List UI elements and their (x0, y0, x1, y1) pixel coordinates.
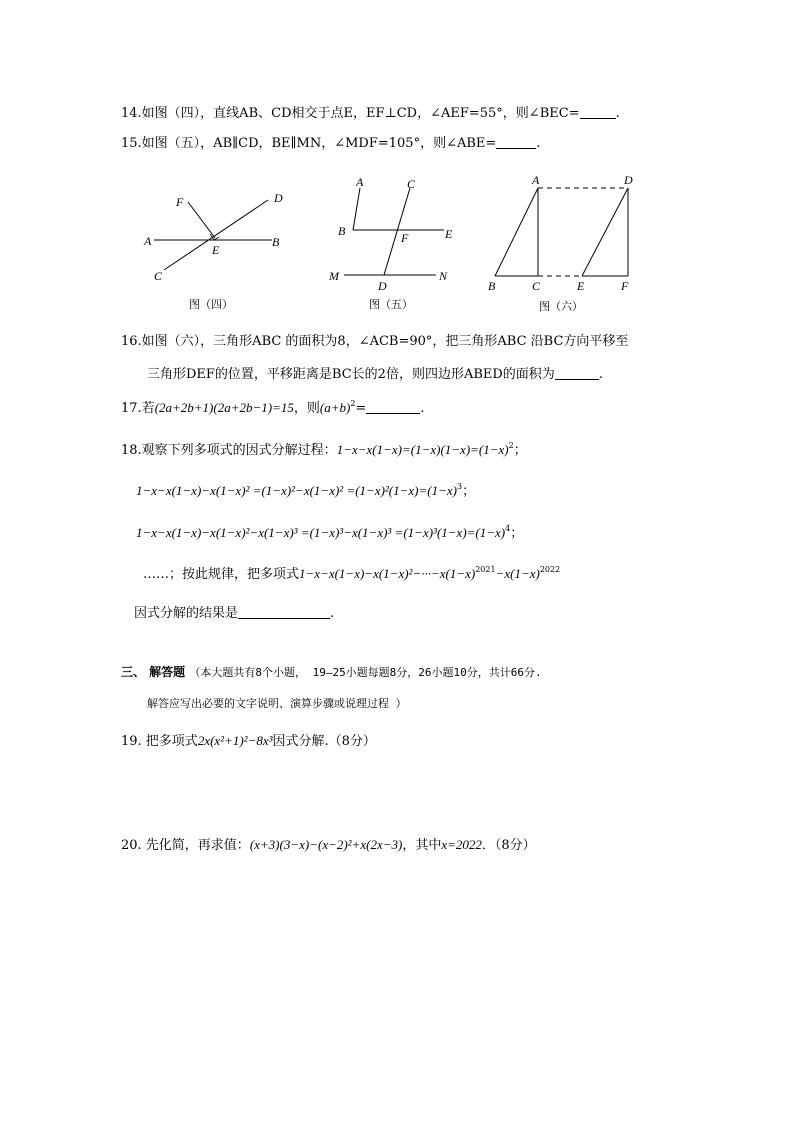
question-16-line2: 三角形DEF的位置，平移距离是BC长的2倍，则四边形ABED的面积为 . (147, 367, 603, 382)
fig5-label-B: B (338, 224, 346, 238)
q19-expression: 2x(x²+1)²−8x³ (197, 733, 273, 748)
fig6-label-A: A (532, 173, 540, 187)
fig5-label-C: C (407, 177, 416, 191)
question-16-line1: 16.如图（六），三角形ABC 的面积为8，∠ACB=90°，把三角形ABC 沿BC方向平移至 (121, 334, 629, 349)
figure-6 (484, 170, 644, 315)
figure-5 (324, 174, 464, 314)
fig5-label-D: D (378, 279, 387, 293)
fig4-caption: 图（四） (189, 298, 233, 311)
question-18-step3: $1-x-x(1-x)-x(1-x)^2-x(1-x)^3 =(1-x)^3-x(1-x)^3 =(1-x)^3(1-x)=(1-x)^4$； (136, 524, 524, 541)
section-3-header (121, 663, 542, 682)
fig4-label-B: B (272, 235, 280, 249)
fig6-label-E: E (577, 279, 585, 293)
question-15-text: 15.如图（五），AB∥CD，BE∥MN，∠MDF=105°，则∠ABE= (121, 136, 497, 151)
fig5-label-M: M (329, 269, 339, 283)
fig4-label-D: D (274, 191, 283, 205)
answer-blank-16[interactable] (555, 365, 599, 380)
question-18-rule: ……；按此规律，把多项式$1-x-x(1-x)-x(1-x)^2-\cdot\cdot\cdot-x(1-x)^{2021}-x(1-x)^{2022}$ (143, 565, 561, 582)
figure-4 (140, 182, 310, 317)
fig6-label-C: C (532, 279, 541, 293)
q17-expression: (2a+2b+1)(2a+2b−1)=15 (154, 400, 294, 415)
fig5-label-E: E (445, 227, 453, 241)
fig5-label-F: F (401, 231, 409, 245)
fig6-caption: 图（六） (539, 300, 583, 313)
fig4-label-C: C (154, 269, 163, 283)
question-20: 20. 先化简，再求值：(x+3)(3−x)−(x−2)²+x(2x−3)，其中x=2022．（8分） (121, 837, 536, 853)
section-3-note2: 解答应写出必要的文字说明、演算步骤或说理过程 ） (147, 697, 407, 710)
answer-blank-17[interactable] (366, 399, 420, 414)
fig5-label-A: A (356, 175, 364, 189)
question-14-text: 14.如图（四），直线AB、CD相交于点E，EF⊥CD，∠AEF=55°，则∠BEC= (121, 106, 580, 121)
question-14: 14.如图（四），直线AB、CD相交于点E，EF⊥CD，∠AEF=55°，则∠BEC= . (121, 106, 620, 121)
question-17: 17.若(2a+2b+1)(2a+2b−1)=15，则$(a+b)^2=$ . (121, 399, 425, 416)
question-18-intro: 18.观察下列多项式的因式分解过程：$1-x-x(1-x)=(1-x)(1-x)=(1-x)^2$； (121, 441, 527, 458)
q20-expression: (x+3)(3−x)−(x−2)²+x(2x−3) (249, 837, 403, 852)
question-18-result: 因式分解的结果是 . (134, 606, 335, 621)
fig4-label-A: A (144, 234, 152, 248)
question-19: 19. 把多项式2x(x²+1)²−8x³因式分解.（8分） (121, 733, 376, 749)
fig6-label-B: B (488, 279, 496, 293)
section-3-note: （本大题共有8个小题， 19—25小题每题8分，26小题10分，共计66分. (189, 666, 542, 679)
answer-blank-15[interactable] (496, 134, 536, 149)
answer-blank-14[interactable] (580, 104, 616, 119)
fig6-label-D: D (624, 173, 633, 187)
fig4-label-F: F (176, 195, 184, 209)
question-18-step2: $1-x-x(1-x)-x(1-x)^2 =(1-x)^2-x(1-x)^2 =(1-x)^2(1-x)=(1-x)^3$； (136, 482, 476, 499)
fig6-label-F: F (621, 279, 629, 293)
question-15: 15.如图（五），AB∥CD，BE∥MN，∠MDF=105°，则∠ABE= . (121, 136, 541, 151)
fig5-label-N: N (439, 269, 448, 283)
answer-blank-18[interactable] (238, 604, 330, 619)
section-3-title: 三、 解答题 (121, 665, 186, 679)
fig4-label-E: E (212, 243, 220, 257)
fig5-caption: 图（五） (369, 298, 413, 311)
